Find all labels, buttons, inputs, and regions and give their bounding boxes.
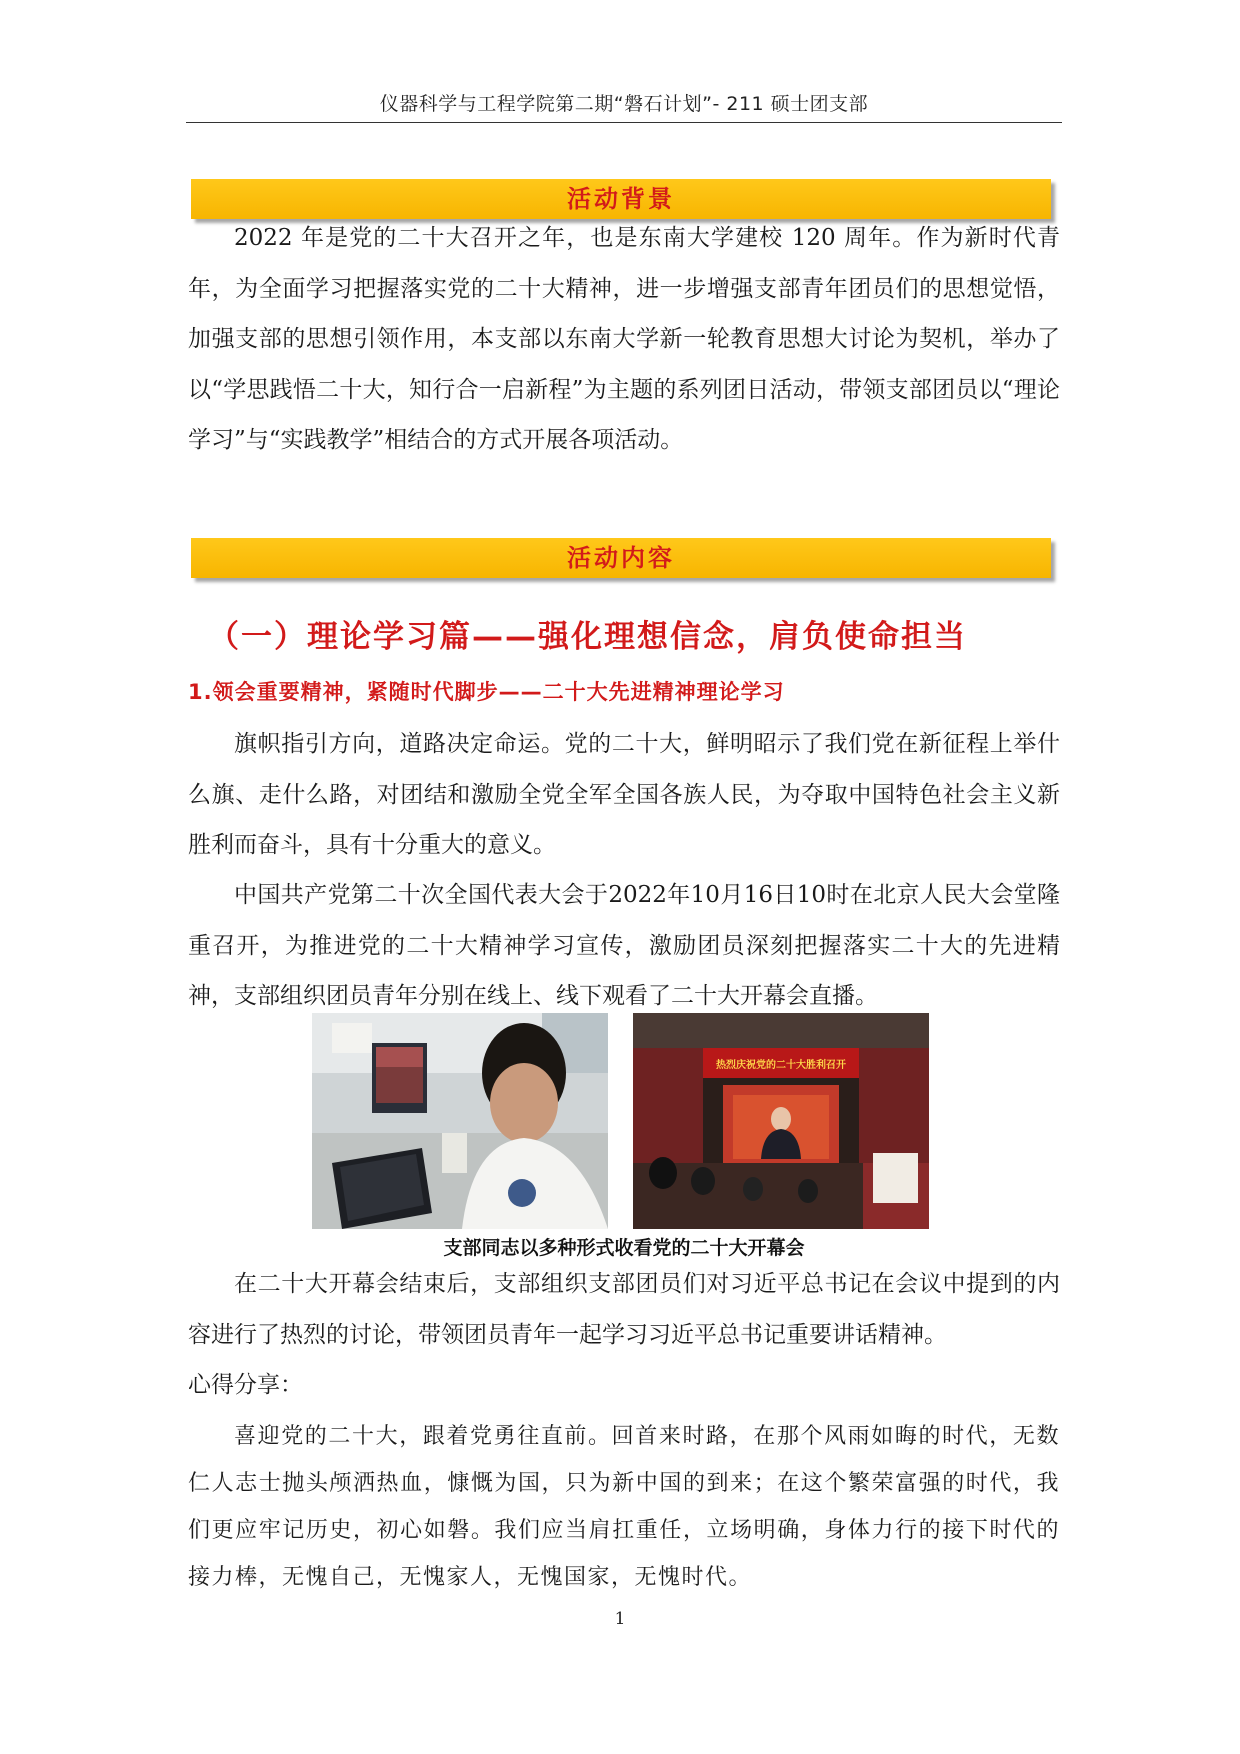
screen-banner-text: 热烈庆祝党的二十大胜利召开 xyxy=(716,1060,846,1071)
content-paragraph-1: 旗帜指引方向，道路决定命运。党的二十大，鲜明昭示了我们党在新征程上举什么旗、走什么路，对团结和激励全党全军全国各族人民，为夺取中国特色社会主义新胜利而奋斗，具有十分重大的意义。 xyxy=(188,731,1060,858)
banner-activity-background: 活动背景 xyxy=(191,179,1051,219)
content-paragraph-3: 在二十大开幕会结束后，支部组织支部团员们对习近平总书记在会议中提到的内容进行了热烈的讨论，带领团员青年一起学习习近平总书记重要讲话精神。 xyxy=(188,1271,1060,1348)
header-rule xyxy=(186,122,1062,123)
banner-activity-content: 活动内容 xyxy=(191,538,1051,578)
photo-auditorium-viewing xyxy=(633,1013,929,1229)
running-header: 仪器科学与工程学院第二期“磐石计划”- 211 硕士团支部 xyxy=(379,93,869,115)
page-number: 1 xyxy=(614,1609,626,1629)
photo-online-viewing xyxy=(312,1013,608,1229)
content-paragraph-2: 中国共产党第二十次全国代表大会于2022年10月16日10时在北京人民大会堂隆重召开，为推进党的二十大精神学习宣传，激励团员深刻把握落实二十大的先进精神，支部组织团员青年分别在线上、线下观看了二十大开幕会直播。 xyxy=(188,882,1060,1009)
sharing-label: 心得分享： xyxy=(188,1372,303,1398)
sharing-text: 喜迎党的二十大，跟着党勇往直前。回首来时路，在那个风雨如晦的时代，无数仁人志士抛头颅洒热血，慷慨为国，只为新中国的到来；在这个繁荣富强的时代，我们更应牢记历史，初心如磐。我们应当肩扛重任，立场明确，身体力行的接下时代的接力棒，无愧自己，无愧家人，无愧国家，无愧时代。 xyxy=(188,1424,1060,1590)
subsection-title: 1.领会重要精神，紧随时代脚步——二十大先进精神理论学习 xyxy=(188,680,785,704)
part-title: （一）理论学习篇——强化理想信念，肩负使命担当 xyxy=(208,619,967,655)
photo-caption: 支部同志以多种形式收看党的二十大开幕会 xyxy=(443,1237,805,1259)
background-paragraph: 2022 年是党的二十大召开之年，也是东南大学建校 120 周年。作为新时代青年，为全面学习把握落实党的二十大精神，进一步增强支部青年团员们的思想觉悟，加强支部的思想引领作用，本支部以东南大学新一轮教育思想大讨论为契机，举办了以“学思践悟二十大，知行合一启新程”为主题的系列团日活动，带领支部团员以“理论学习”与“实践教学”相结合的方式开展各项活动。 xyxy=(188,225,1060,453)
